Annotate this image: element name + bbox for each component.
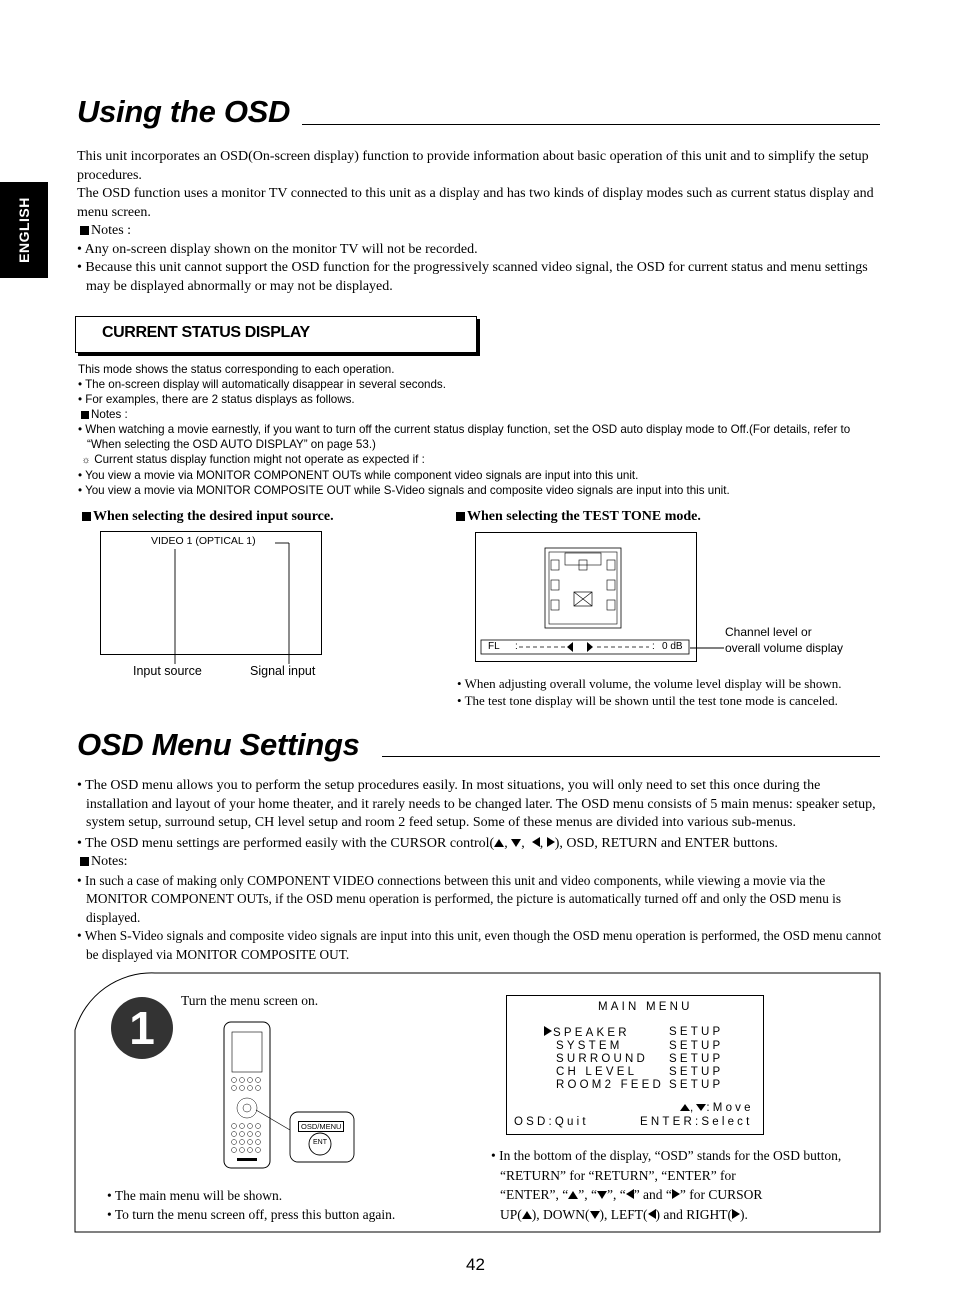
menu-notes-heading: Notes:: [77, 853, 882, 872]
ent-button-label: ENT: [313, 1139, 327, 1146]
current-status-heading: CURRENT STATUS DISPLAY: [102, 324, 310, 341]
status-note: • When watching a movie earnestly, if you want to turn off the current status display function, set the OSD auto display mode to Off.(For details, refer to “When selecting the OSD AUTO DISPLAY” on page 53.): [78, 423, 851, 451]
menu-note: • When S-Video signals and composite video signals are input into this unit, even though the OSD menu operation is performed, the OSD menu cannot be displayed via MONITOR COMPOSITE OUT.: [77, 928, 882, 962]
menu-row-setup: SETUP: [669, 1053, 724, 1065]
cursor-left-icon: [532, 837, 540, 847]
main-menu-screen: [506, 995, 764, 1135]
section-title-osd-menu: OSD Menu Settings: [77, 727, 360, 762]
step-results: [107, 1186, 395, 1224]
menu-row-setup: SETUP: [669, 1079, 724, 1091]
title-rule: [382, 756, 880, 757]
sun-icon: ☼: [81, 455, 91, 466]
selector-arrow-icon: [544, 1026, 552, 1036]
cursor-up-icon: [522, 1211, 532, 1219]
cursor-right-icon: [547, 837, 555, 847]
cursor-down-icon: [597, 1191, 607, 1199]
cursor-right-icon: [732, 1209, 740, 1219]
main-menu-title: MAIN MENU: [598, 1001, 693, 1013]
osd-menu-text: [77, 777, 882, 964]
menu-row-ch-level: CH LEVEL: [556, 1066, 638, 1078]
tone-callout-line: [690, 640, 730, 660]
status-notes-heading: Notes :: [78, 407, 878, 422]
menu-enter-select: ENTER:Select: [640, 1116, 753, 1128]
menu-row-surround: SURROUND: [556, 1053, 649, 1065]
tone-note: • When adjusting overall volume, the volume level display will be shown.: [457, 676, 842, 691]
intro-paragraph: This unit incorporates an OSD(On-screen display) function to provide information about basic operation of this unit and to simplify the setup procedures.: [77, 149, 869, 183]
cursor-up-icon: [568, 1191, 578, 1199]
result-line: • To turn the menu screen off, press this button again.: [107, 1207, 396, 1222]
tone-bar-colon: :: [515, 641, 518, 652]
osd-menu-button-label: OSD/MENU: [298, 1121, 344, 1132]
step-instruction: Turn the menu screen on.: [181, 993, 319, 1008]
section-title-using-osd: Using the OSD: [77, 94, 291, 129]
menu-row-room2-feed: ROOM2 FEED: [556, 1079, 665, 1091]
menu-bullet: • The OSD menu allows you to perform the setup procedures easily. In most situations, you will only need to set this once during the installation and layout of your home theater, and it rarely needs to be changed later. The OSD menu consists of 5 main menus: speaker setup, system setup, surround setup, CH level setup and room 2 feed setup. Some of these menus are divided into various sub-menus.: [77, 778, 876, 830]
menu-row-setup: SETUP: [669, 1026, 724, 1038]
intro-paragraph: The OSD function uses a monitor TV connected to this unit as a display and has two kinds of display modes such as current status display and menu screen.: [77, 186, 874, 220]
callout-line: overall volume display: [725, 641, 844, 655]
notes-heading: Notes :: [77, 222, 882, 241]
explain-line: “ENTER”, “ ”, “ ”, “ ” and “ ” for CURSOR: [500, 1187, 763, 1202]
tone-callout: [725, 624, 843, 656]
menu-move-hint: , :Move: [680, 1102, 754, 1114]
note-item: • Any on-screen display shown on the monitor TV will not be recorded.: [77, 241, 478, 257]
menu-row-setup: SETUP: [669, 1066, 724, 1078]
tone-notes: [457, 675, 887, 709]
caution-line: ☼ Current status display function might not operate as expected if :: [81, 453, 425, 466]
status-line: This mode shows the status corresponding to each operation.: [78, 363, 395, 376]
input-source-screen-text: VIDEO 1 (OPTICAL 1): [151, 535, 256, 547]
case-line: • You view a movie via MONITOR COMPONENT OUTs while component video signals are input into this unit.: [78, 469, 639, 482]
cursor-right-icon: [672, 1189, 680, 1199]
menu-row-setup: SETUP: [669, 1040, 724, 1052]
cursor-left-icon: [626, 1189, 634, 1199]
tone-bar-colon: :: [652, 641, 655, 652]
tone-bar-channel: FL: [488, 641, 500, 652]
menu-row-system: SYSTEM: [556, 1040, 623, 1052]
square-bullet-icon: [456, 512, 465, 521]
square-bullet-icon: [80, 857, 89, 866]
status-line: • For examples, there are 2 status displays as follows.: [78, 393, 355, 406]
language-tab-label: ENGLISH: [16, 197, 32, 263]
menu-osd-quit: OSD:Quit: [514, 1116, 589, 1128]
cursor-left-icon: [648, 1209, 656, 1219]
callout-line: Channel level or: [725, 625, 812, 639]
cursor-down-icon: [590, 1211, 600, 1219]
result-line: • The main menu will be shown.: [107, 1188, 283, 1203]
note-item: • Because this unit cannot support the OSD function for the progressively scanned video signal, the OSD for current status and menu settings may be displayed abnormally or may not be displayed.: [77, 260, 868, 294]
page-number: 42: [466, 1255, 485, 1274]
explain-line: UP( ), DOWN( ), LEFT( ) and RIGHT( ).: [500, 1206, 748, 1222]
tone-note: • The test tone display will be shown until the test tone mode is canceled.: [457, 693, 838, 708]
case-line: • You view a movie via MONITOR COMPOSITE OUT while S-Video signals and composite video signals are input into this unit.: [78, 484, 730, 497]
cursor-up-icon: [494, 839, 504, 847]
tone-example-heading: When selecting the TEST TONE mode.: [456, 509, 701, 525]
tone-bar-value: 0 dB: [662, 641, 683, 652]
input-example-heading: When selecting the desired input source.: [82, 509, 334, 525]
menu-bullet-cursor: • The OSD menu settings are performed easily with the CURSOR control( , , , ), OSD, RETURN and ENTER buttons.: [77, 835, 778, 851]
status-line: • The on-screen display will automatically disappear in several seconds.: [78, 378, 446, 391]
label-input-source: Input source: [133, 664, 202, 678]
label-signal-input: Signal input: [250, 664, 316, 678]
step-number: 1: [129, 1002, 155, 1054]
step-number-badge: [111, 997, 173, 1059]
menu-explanation: [491, 1146, 851, 1224]
explain-line: • In the bottom of the display, “OSD” stands for the OSD button, “RETURN” for “RETURN”, “ENTER” for: [491, 1148, 842, 1183]
menu-row-speaker: SPEAKER: [544, 1026, 630, 1039]
cursor-down-icon: [511, 839, 521, 847]
cursor-down-icon: [696, 1104, 706, 1111]
menu-note: • In such a case of making only COMPONENT VIDEO connections between this unit and video components, while viewing a movie via the MONITOR COMPONENT OUTs, if the OSD menu operation is performed, the picture is automatically turned off and only the OSD menu is displayed.: [77, 872, 842, 925]
cursor-up-icon: [680, 1104, 690, 1111]
